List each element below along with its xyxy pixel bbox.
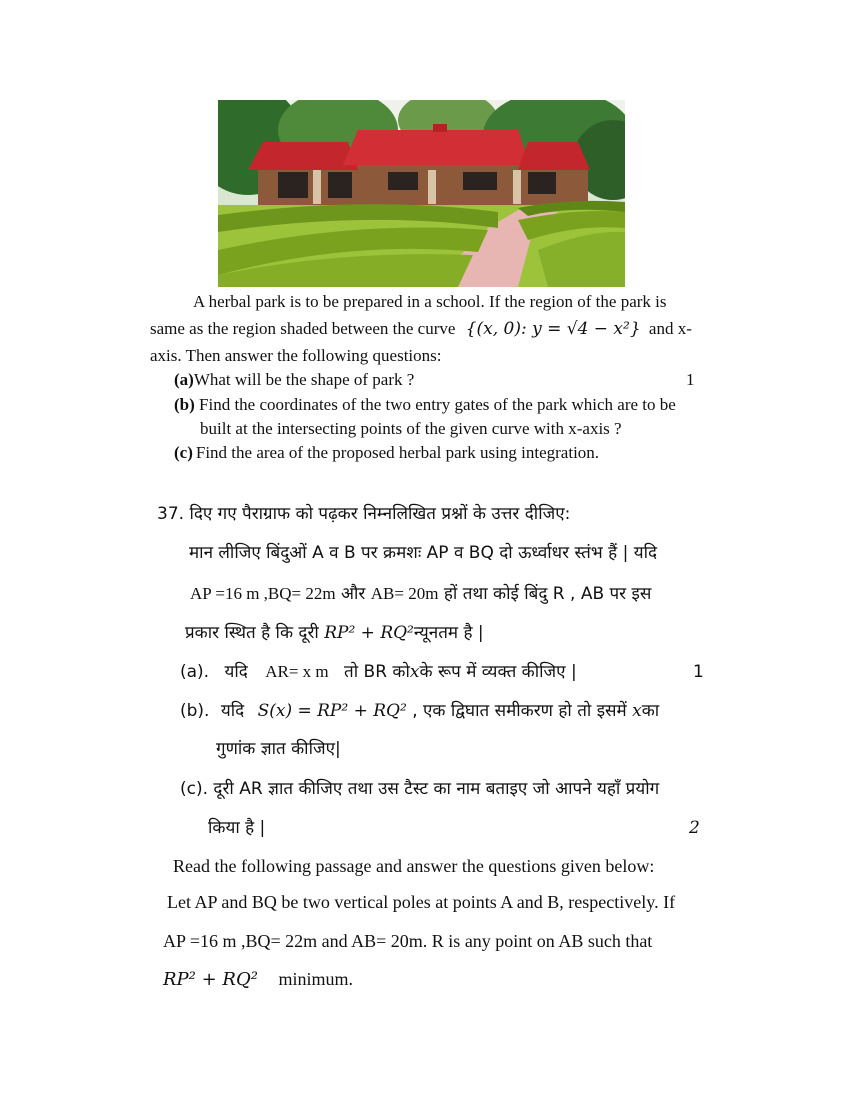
q37-english-line1: Read the following passage and answer the questions given below: (173, 856, 655, 876)
q37-hi-a-math: AR= x m (265, 662, 329, 681)
q37-hindi-question-b (180, 699, 659, 723)
q37-hindi-question-c (180, 777, 659, 801)
curve-equation: {(x, 0): y = √4 − x²} (465, 319, 641, 339)
q36-b-label: (b) (174, 395, 195, 414)
q37-hi-a-marks: 1 (693, 662, 704, 682)
q37-hi-b-end: का (641, 701, 660, 721)
q37-hindi-line2-ab: AB= 20m (370, 584, 439, 603)
q36-intro-line2-text: same as the region shaded between the curve (150, 319, 456, 338)
q37-hi-b-x: x (632, 701, 642, 721)
q37-hindi-heading: 37. दिए गए पैराग्राफ को पढ़कर निम्नलिखित प्रश्नों के उत्तर दीजिए: (157, 504, 571, 524)
q36-a-marks: 1 (686, 370, 695, 389)
q37-hi-c-marks: 2 (689, 818, 700, 838)
q37-hi-a-rest: के रूप में व्यक्त कीजिए | (419, 662, 577, 682)
q36-question-c (174, 442, 599, 464)
q36-c-text: Find the area of the proposed herbal park using integration. (195, 443, 600, 462)
q37-hi-c-label: (c). (180, 779, 209, 799)
q37-english-line3: AP =16 m ,BQ= 22m and AB= 20m. R is any point on AB such that (163, 931, 653, 951)
q37-hindi-line3-end: न्यूनतम है | (413, 623, 484, 643)
q37-hi-c-text-cont: किया है | (208, 818, 266, 838)
q36-intro-line2 (150, 318, 692, 340)
herbal-park-photo (218, 100, 625, 287)
q36-question-b (174, 394, 676, 416)
q36-question-a (174, 369, 414, 391)
q37-hindi-line1: मान लीजिए बिंदुओं A व B पर क्रमशः AP व BQ दो ऊर्ध्वाधर स्तंभ हैं | यदि (189, 543, 657, 563)
q37-hi-b-text-cont: गुणांक ज्ञात कीजिए| (216, 739, 341, 759)
q37-hindi-line2-and: और (341, 584, 366, 604)
q37-hindi-line3-text: प्रकार स्थित है कि दूरी (185, 623, 319, 643)
q37-hi-a-x: x (409, 662, 420, 682)
q37-hi-c-text: दूरी AR ज्ञात कीजिए तथा उस टैस्ट का नाम बताइए जो आपने यहाँ प्रयोग (213, 779, 660, 799)
q37-english-math: RP² + RQ² (163, 969, 258, 990)
q37-hi-b-text: , एक द्विघात समीकरण हो तो इसमें (412, 701, 627, 721)
q37-hindi-line2 (190, 582, 651, 606)
q37-hi-b-if: यदि (220, 701, 245, 721)
q37-hindi-line2-rest: हों तथा कोई बिंदु R , AB पर इस (443, 584, 652, 604)
q37-hindi-line3 (185, 621, 484, 645)
q37-english-minimum: minimum. (278, 969, 353, 989)
q37-hindi-line3-math: RP² + RQ² (324, 623, 414, 643)
q36-c-label: (c) (174, 443, 193, 462)
q37-hi-a-if: यदि (224, 662, 248, 682)
q37-hi-a-then: तो BR को (344, 662, 410, 682)
q36-b-text: Find the coordinates of the two entry gates of the park which are to be (199, 395, 676, 414)
q37-english-line2: Let AP and BQ be two vertical poles at points A and B, respectively. If (167, 892, 676, 912)
q36-intro-line2-end: and x- (648, 319, 692, 338)
q37-hi-a-label: (a). (180, 662, 210, 682)
q37-hindi-question-a (180, 660, 577, 684)
q37-hindi-line2-values: AP =16 m ,BQ= 22m (190, 584, 336, 603)
q36-a-label: (a) (174, 370, 194, 389)
q36-a-text: What will be the shape of park ? (193, 370, 415, 389)
q37-english-line4 (163, 968, 353, 991)
q36-intro-line1: A herbal park is to be prepared in a school. If the region of the park is (193, 292, 667, 311)
q37-hi-b-math: S(x) = RP² + RQ² (257, 701, 407, 721)
q36-intro-line3: axis. Then answer the following questions: (150, 346, 442, 365)
q37-hi-b-label: (b). (180, 701, 210, 721)
q36-b-text-cont: built at the intersecting points of the given curve with x-axis ? (200, 419, 622, 438)
